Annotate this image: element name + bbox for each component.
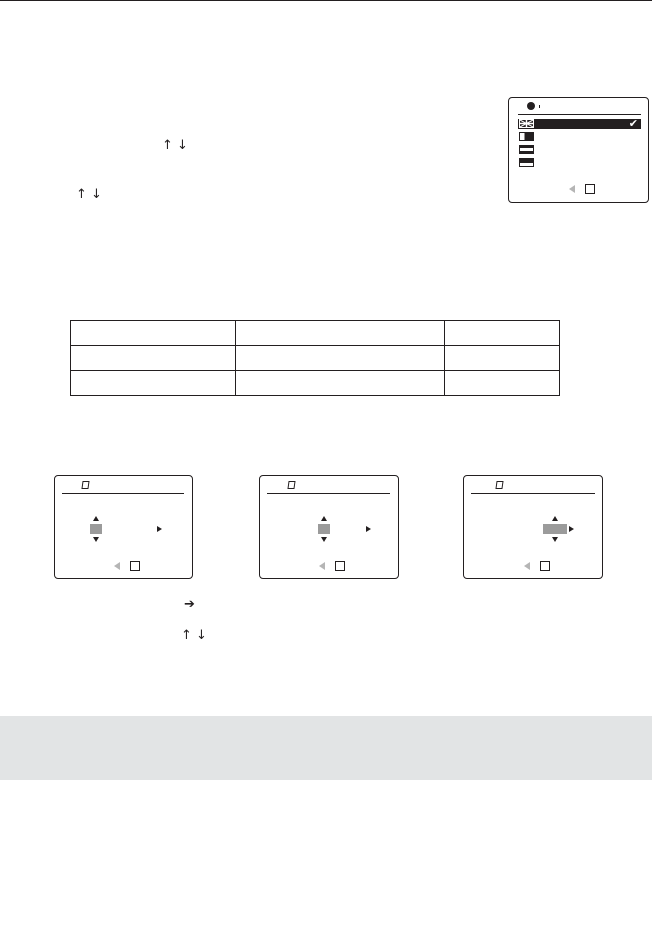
selected-field[interactable] — [543, 524, 567, 534]
table-cell — [445, 371, 560, 396]
back-icon[interactable] — [524, 562, 530, 570]
date-setting-screen-3 — [463, 475, 603, 579]
back-icon[interactable] — [319, 562, 325, 570]
table-cell — [71, 321, 236, 346]
ok-icon[interactable] — [335, 561, 345, 571]
ok-icon[interactable] — [585, 184, 595, 194]
ok-icon[interactable] — [130, 561, 140, 571]
calendar-icon — [81, 481, 89, 489]
selected-field[interactable] — [90, 524, 102, 534]
table-row — [71, 371, 560, 396]
top-rule — [0, 0, 652, 1]
decrease-icon[interactable] — [552, 537, 558, 542]
table-cell — [445, 346, 560, 371]
table-row — [71, 321, 560, 346]
date-setting-screen-1 — [54, 475, 193, 579]
next-field-icon[interactable] — [366, 526, 371, 532]
speaker-wave-icon — [536, 105, 540, 108]
increase-icon[interactable] — [552, 516, 558, 521]
table-cell — [445, 321, 560, 346]
menu-divider — [267, 493, 390, 494]
up-down-arrow-icons: ↑ ↓ — [76, 187, 102, 202]
flag-uk-icon — [519, 119, 534, 128]
table-cell — [71, 371, 236, 396]
decrease-icon[interactable] — [93, 537, 99, 542]
language-option-4[interactable] — [519, 158, 534, 167]
note-box — [0, 716, 652, 780]
table-cell — [236, 321, 445, 346]
settings-table — [70, 320, 560, 396]
back-icon[interactable] — [569, 185, 575, 193]
table-cell — [236, 346, 445, 371]
date-setting-screen-2 — [259, 475, 399, 579]
menu-divider — [518, 114, 641, 115]
up-down-arrow-icons: ↑ ↓ — [162, 138, 188, 153]
checkmark-icon: ✔ — [628, 117, 638, 130]
back-icon[interactable] — [114, 562, 120, 570]
calendar-icon — [495, 481, 503, 489]
right-arrow-icon: ➔ — [184, 597, 195, 612]
menu-divider — [62, 493, 184, 494]
increase-icon[interactable] — [93, 516, 99, 521]
language-option-2[interactable] — [519, 132, 534, 141]
speaker-language-icon — [527, 102, 535, 110]
menu-divider — [471, 493, 595, 494]
table-cell — [236, 371, 445, 396]
decrease-icon[interactable] — [321, 537, 327, 542]
next-field-icon[interactable] — [157, 526, 162, 532]
language-option-3[interactable] — [519, 145, 534, 154]
calendar-icon — [287, 481, 295, 489]
language-option-selected[interactable] — [518, 119, 641, 129]
up-down-arrow-icons: ↑ ↓ — [181, 628, 207, 643]
next-field-icon[interactable] — [569, 526, 574, 532]
table-row — [71, 346, 560, 371]
selected-field[interactable] — [318, 524, 330, 534]
table-cell — [71, 346, 236, 371]
ok-icon[interactable] — [540, 561, 550, 571]
increase-icon[interactable] — [321, 516, 327, 521]
language-menu-screen — [508, 97, 649, 203]
